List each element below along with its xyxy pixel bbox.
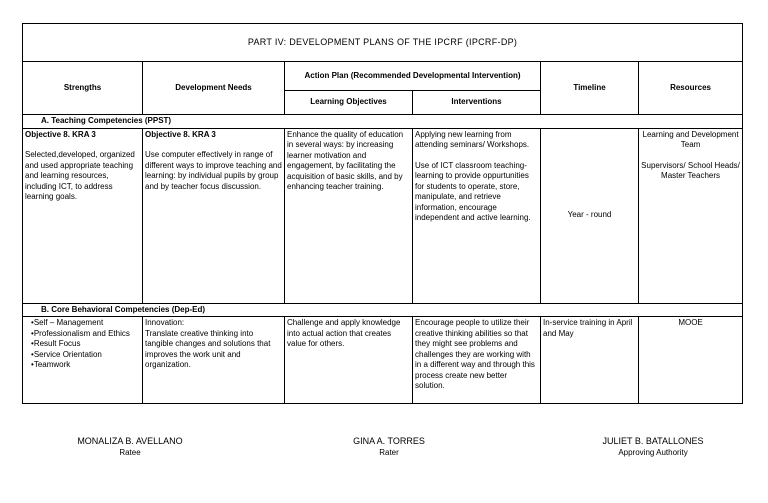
header-resources: Resources [639, 62, 743, 115]
section-a-resources-2: Supervisors/ School Heads/ Master Teachers [641, 160, 740, 180]
section-b-strengths-list [25, 318, 140, 371]
section-b-needs [143, 317, 285, 404]
section-a-timeline: Year - round [541, 128, 639, 303]
header-timeline: Timeline [541, 62, 639, 115]
signatory-ratee [30, 436, 230, 458]
header-strengths: Strengths [23, 62, 143, 115]
section-a-interventions [413, 128, 541, 303]
list-item: • Self – Management [31, 318, 140, 329]
signatory-role: Ratee [119, 448, 141, 457]
signatory-name: MONALIZA B. AVELLANO [77, 436, 183, 446]
header-development-needs: Development Needs [143, 62, 285, 115]
section-b-title: B. Core Behavioral Competencies (Dep-Ed) [23, 303, 743, 317]
signatory-name: JULIET B. BATALLONES [602, 436, 704, 446]
section-a-interventions-2: Use of ICT classroom teaching-learning to provide oppurtunities for students to operate, store, manipulate, and retrieve information, encourage independent and active learning. [415, 160, 531, 222]
page-title: PART IV: DEVELOPMENT PLANS OF THE IPCRF (IPCRF-DP) [23, 24, 743, 62]
header-learning-objectives: Learning Objectives [285, 91, 413, 115]
section-a-resources [639, 128, 743, 303]
section-a-interventions-1: Applying new learning from attending seminars/ Workshops. [415, 129, 530, 149]
section-a-needs-text: Use computer effectively in range of different ways to improve teaching and learning: by individual pupils by group and by teacher focus discussion. [145, 150, 282, 191]
section-a-learning-objectives: Enhance the quality of education in several ways: by increasing learner motivation and engagement, by facilitating the acquisition of basic skills, and by enhancing teacher training. [285, 128, 413, 303]
signatory-rater [289, 436, 489, 458]
section-a-needs [143, 128, 285, 303]
signatory-role: Rater [379, 448, 399, 457]
list-item: • Professionalism and Ethics [31, 329, 140, 340]
section-b-resources: MOOE [639, 317, 743, 404]
header-interventions: Interventions [413, 91, 541, 115]
list-item: • Service Orientation [31, 350, 140, 361]
header-action-plan: Action Plan (Recommended Developmental Intervention) [285, 62, 541, 91]
signatory-role: Approving Authority [618, 448, 688, 457]
section-b-interventions: Encourage people to utilize their creative thinking abilities so that they might see problems and challenges they are working with in a different way and through this process create new better solution. [413, 317, 541, 404]
section-a-strengths-text: Selected,developed, organized and used appropriate teaching and learning resources, including ICT, to address learning goals. [25, 150, 135, 201]
section-a-strengths-heading: Objective 8. KRA 3 [25, 129, 96, 139]
section-b-learning-objectives: Challenge and apply knowledge into actual action that creates value for others. [285, 317, 413, 404]
signatory-approving-authority [553, 436, 753, 458]
section-a-resources-1: Learning and Development Team [642, 129, 739, 149]
development-plan-table [22, 23, 743, 404]
section-b-needs-heading: Innovation: [145, 318, 185, 327]
list-item: • Teamwork [31, 360, 140, 371]
list-item: • Result Focus [31, 339, 140, 350]
section-a-needs-heading: Objective 8. KRA 3 [145, 129, 216, 139]
signatory-name: GINA A. TORRES [353, 436, 425, 446]
section-b-timeline: In-service training in April and May [541, 317, 639, 404]
section-a-strengths [23, 128, 143, 303]
section-b-strengths [23, 317, 143, 404]
section-a-title: A. Teaching Competencies (PPST) [23, 115, 743, 129]
section-b-needs-text: Translate creative thinking into tangible changes and solutions that improves the work unit and organization. [145, 328, 271, 369]
